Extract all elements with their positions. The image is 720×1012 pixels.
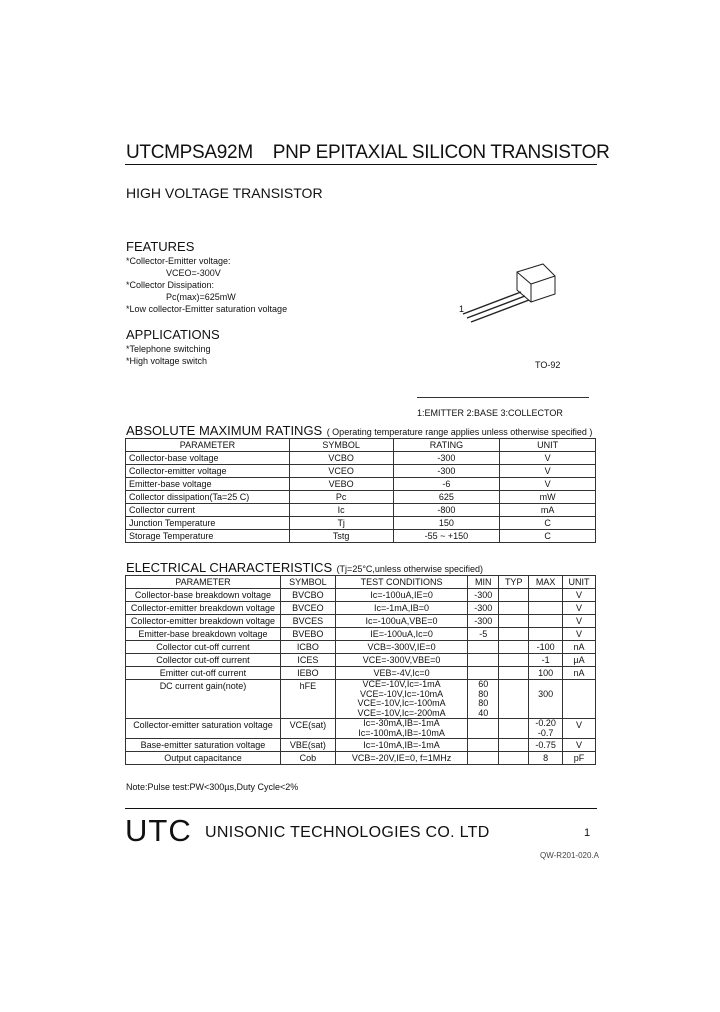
cell: -1	[529, 654, 563, 667]
cell: VCE(sat)	[280, 719, 335, 739]
cell: Collector-base breakdown voltage	[126, 589, 281, 602]
min-line: 80	[478, 698, 489, 708]
pin-1-label: 1	[459, 304, 465, 314]
cell: Collector-base voltage	[126, 452, 290, 465]
table-row	[126, 478, 596, 491]
max-line: -0.20	[535, 718, 556, 728]
cell: VCB=-20V,IE=0, f=1MHz	[335, 752, 468, 765]
table-row	[126, 517, 596, 530]
table-row	[126, 465, 596, 478]
table-row-vbesat	[126, 739, 596, 752]
cell: Tj	[289, 517, 393, 530]
pin-rule	[417, 397, 589, 398]
company-name: UNISONIC TECHNOLOGIES CO. LTD	[205, 824, 490, 841]
col-header: TYP	[499, 576, 529, 589]
cell: -300	[468, 602, 499, 615]
cell: V	[563, 739, 596, 752]
cell: Collector-emitter breakdown voltage	[126, 602, 281, 615]
table-row-cob	[126, 752, 596, 765]
cell: Pc	[289, 491, 393, 504]
feature-line: *Collector-Emitter voltage:	[126, 256, 231, 266]
condition-line: VCE=-10V,Ic=-1mA	[362, 679, 441, 689]
pulse-note: Note:Pulse test:PW<300µs,Duty Cycle<2%	[126, 782, 299, 792]
cell: ICBO	[280, 641, 335, 654]
table-header-row	[126, 576, 596, 589]
col-header: SYMBOL	[280, 576, 335, 589]
cell: Collector dissipation(Ta=25 C)	[126, 491, 290, 504]
min-line: 40	[478, 707, 489, 718]
cell: V	[563, 589, 596, 602]
col-header: SYMBOL	[289, 439, 393, 452]
cell: V	[500, 478, 596, 491]
col-header: PARAMETER	[126, 439, 290, 452]
document-code: QW-R201-020.A	[540, 851, 599, 860]
cell	[499, 628, 529, 641]
cell: -300	[393, 452, 500, 465]
cell: mW	[500, 491, 596, 504]
table-row	[126, 504, 596, 517]
condition-line: Ic=-30mA,IB=-1mA	[363, 718, 440, 728]
features-heading: FEATURES	[126, 239, 195, 254]
cell: V	[563, 628, 596, 641]
cell	[468, 654, 499, 667]
applications-list	[126, 343, 211, 367]
cell: -800	[393, 504, 500, 517]
cell: -5	[468, 628, 499, 641]
cell: VCB=-300V,IE=0	[335, 641, 468, 654]
condition-line: VCE=-10V,Ic=-10mA	[359, 688, 444, 699]
cell	[468, 667, 499, 680]
cell	[499, 654, 529, 667]
cell-multi	[529, 680, 563, 719]
footer-rule	[125, 808, 597, 809]
package-name: TO-92	[535, 360, 561, 370]
cell	[499, 641, 529, 654]
min-line: 80	[478, 688, 489, 699]
col-header: TEST CONDITIONS	[335, 576, 468, 589]
cell: Tstg	[289, 530, 393, 543]
cell: nA	[563, 667, 596, 680]
condition-line: VCE=-10V,Ic=-200mA	[357, 707, 446, 718]
cell: -55 ~ +150	[393, 530, 500, 543]
cell: BVCBO	[280, 589, 335, 602]
applications-heading: APPLICATIONS	[126, 327, 220, 342]
cell: Ic=-100uA,IE=0	[335, 589, 468, 602]
features-list	[126, 255, 287, 315]
abs-max-table	[125, 438, 596, 543]
cell: Ic	[289, 504, 393, 517]
cell: Cob	[280, 752, 335, 765]
page-title	[126, 142, 610, 164]
table-row	[126, 602, 596, 615]
feature-line: Pc(max)=625mW	[166, 292, 236, 302]
cell-multi	[335, 719, 468, 739]
cell: Ic=-1mA,IB=0	[335, 602, 468, 615]
application-line: *High voltage switch	[126, 356, 208, 366]
cell: C	[500, 517, 596, 530]
cell: IE=-100uA,Ic=0	[335, 628, 468, 641]
cell: Emitter-base breakdown voltage	[126, 628, 281, 641]
cell: Storage Temperature	[126, 530, 290, 543]
cell: Ic=-100uA,VBE=0	[335, 615, 468, 628]
table-row	[126, 452, 596, 465]
table-row	[126, 615, 596, 628]
cell-multi	[468, 680, 499, 719]
cell	[499, 680, 529, 719]
application-line: *Telephone switching	[126, 344, 211, 354]
feature-line: *Low collector-Emitter saturation voltage	[126, 304, 288, 314]
cell: Collector cut-off current	[126, 641, 281, 654]
cell: VEB=-4V,Ic=0	[335, 667, 468, 680]
cell: BVCES	[280, 615, 335, 628]
cell	[499, 602, 529, 615]
cell	[563, 680, 596, 719]
cell	[499, 615, 529, 628]
elec-table	[125, 575, 596, 765]
subtitle: HIGH VOLTAGE TRANSISTOR	[126, 185, 323, 201]
table-row	[126, 628, 596, 641]
max-line	[532, 709, 559, 719]
cell: Junction Temperature	[126, 517, 290, 530]
cell: 150	[393, 517, 500, 530]
cell: 100	[529, 667, 563, 680]
table-header-row	[126, 439, 596, 452]
feature-line: VCEO=-300V	[166, 268, 221, 278]
cell: Collector-emitter voltage	[126, 465, 290, 478]
table-row-hfe	[126, 680, 596, 719]
cell: pF	[563, 752, 596, 765]
cell: -300	[468, 615, 499, 628]
cell	[468, 739, 499, 752]
cell: Collector-emitter breakdown voltage	[126, 615, 281, 628]
cell-multi	[529, 719, 563, 739]
cell: VCBO	[289, 452, 393, 465]
cell: Collector-emitter saturation voltage	[126, 719, 281, 739]
cell: VCE=-300V,VBE=0	[335, 654, 468, 667]
table-row	[126, 589, 596, 602]
cell	[468, 752, 499, 765]
cell: V	[563, 602, 596, 615]
cell	[499, 752, 529, 765]
cell: -300	[468, 589, 499, 602]
cell: -0.75	[529, 739, 563, 752]
table-row	[126, 491, 596, 504]
cell	[529, 602, 563, 615]
cell: µA	[563, 654, 596, 667]
abs-max-title: ABSOLUTE MAXIMUM RATINGS	[126, 423, 323, 438]
cell	[499, 667, 529, 680]
cell: -6	[393, 478, 500, 491]
cell: DC current gain(note)	[126, 680, 281, 719]
cell: hFE	[280, 680, 335, 719]
cell: -300	[393, 465, 500, 478]
cell	[468, 719, 499, 739]
cell: Collector current	[126, 504, 290, 517]
col-header: PARAMETER	[126, 576, 281, 589]
cell: Emitter cut-off current	[126, 667, 281, 680]
cell: 625	[393, 491, 500, 504]
cell: Base-emitter saturation voltage	[126, 739, 281, 752]
device-description: PNP EPITAXIAL SILICON TRANSISTOR	[272, 142, 610, 163]
cell: IEBO	[280, 667, 335, 680]
to92-package-drawing	[455, 262, 565, 324]
table-row	[126, 641, 596, 654]
cell: VEBO	[289, 478, 393, 491]
elec-title: ELECTRICAL CHARACTERISTICS	[126, 560, 333, 575]
cell: Output capacitance	[126, 752, 281, 765]
table-row	[126, 667, 596, 680]
col-header: UNIT	[563, 576, 596, 589]
cell: ICES	[280, 654, 335, 667]
elec-condition: (Tj=25°C,unless otherwise specified)	[336, 564, 483, 574]
cell: Emitter-base voltage	[126, 478, 290, 491]
cell	[529, 589, 563, 602]
max-line: 300	[538, 688, 554, 699]
cell: nA	[563, 641, 596, 654]
col-header: MAX	[529, 576, 563, 589]
title-rule	[125, 164, 597, 165]
cell	[499, 739, 529, 752]
cell	[529, 628, 563, 641]
table-row-vcesat	[126, 719, 596, 739]
col-header: RATING	[393, 439, 500, 452]
cell	[499, 589, 529, 602]
cell: BVEBO	[280, 628, 335, 641]
cell	[468, 641, 499, 654]
cell: 8	[529, 752, 563, 765]
pin-assignment: 1:EMITTER 2:BASE 3:COLLECTOR	[417, 408, 563, 418]
table-row	[126, 654, 596, 667]
table-row	[126, 530, 596, 543]
condition-line: Ic=-100mA,IB=-10mA	[358, 727, 445, 738]
condition-line: VCE=-10V,Ic=-100mA	[357, 698, 446, 708]
cell: C	[500, 530, 596, 543]
cell: V	[500, 465, 596, 478]
cell: VCEO	[289, 465, 393, 478]
utc-logo: UTC	[125, 813, 192, 848]
abs-max-condition: ( Operating temperature range applies unless otherwise specified )	[326, 427, 593, 437]
feature-line: *Collector Dissipation:	[126, 280, 215, 290]
part-number: UTCMPSA92M	[126, 142, 253, 163]
max-line: -0.7	[537, 727, 554, 738]
cell: V	[563, 719, 596, 739]
cell: BVCEO	[280, 602, 335, 615]
cell	[499, 719, 529, 739]
page-number: 1	[584, 827, 591, 839]
cell: Ic=-10mA,IB=-1mA	[335, 739, 468, 752]
cell-multi	[335, 680, 468, 719]
cell	[529, 615, 563, 628]
cell: -100	[529, 641, 563, 654]
min-line: 60	[478, 679, 489, 689]
cell: VBE(sat)	[280, 739, 335, 752]
cell: Collector cut-off current	[126, 654, 281, 667]
cell: V	[500, 452, 596, 465]
cell: mA	[500, 504, 596, 517]
col-header: UNIT	[500, 439, 596, 452]
cell: V	[563, 615, 596, 628]
col-header: MIN	[468, 576, 499, 589]
